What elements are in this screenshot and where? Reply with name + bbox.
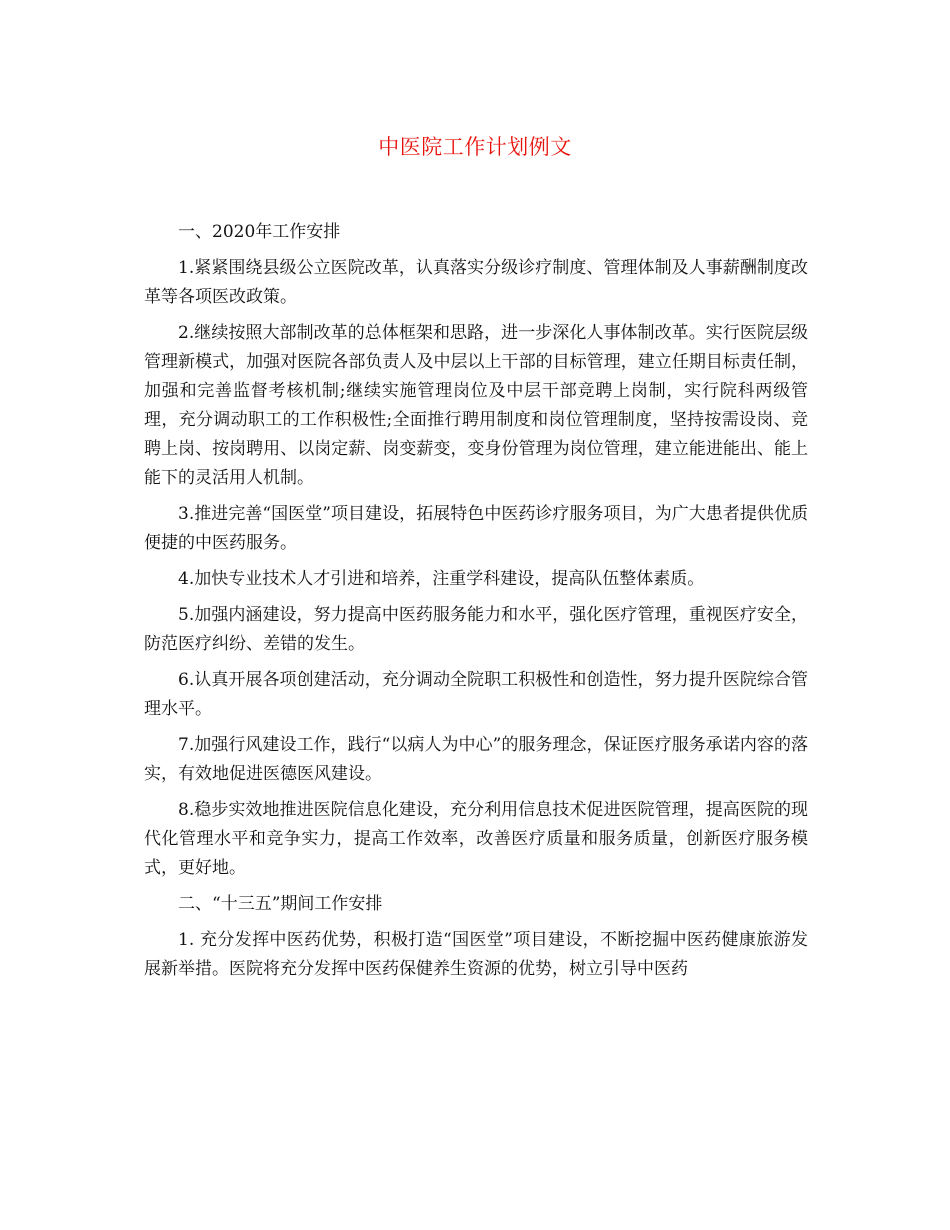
section-heading: 一、2020年工作安排	[178, 222, 341, 242]
section-heading: 二、“十三五”期间工作安排	[178, 894, 383, 914]
paragraph: 1.紧紧围绕县级公立医院改革，认真落实分级诊疗制度、管理体制及人事薪酬制度改革等各项医改政策。	[144, 258, 808, 307]
paragraph: 7.加强行风建设工作，践行“以病人为中心”的服务理念，保证医疗服务承诺内容的落实，有效地促进医德医风建设。	[144, 735, 808, 784]
paragraph: 3.推进完善“国医堂”项目建设，拓展特色中医药诊疗服务项目，为广大患者提供优质便捷的中医药服务。	[144, 504, 808, 553]
paragraph: 8.稳步实效地推进医院信息化建设，充分利用信息技术促进医院管理，提高医院的现代化管理水平和竞争实力，提高工作效率，改善医疗质量和服务质量，创新医疗服务模式，更好地。	[144, 800, 808, 878]
paragraph: 6.认真开展各项创建活动，充分调动全院职工积极性和创造性，努力提升医院综合管理水平。	[144, 670, 808, 719]
paragraph: 1. 充分发挥中医药优势，积极打造“国医堂”项目建设，不断挖掘中医药健康旅游发展新举措。医院将充分发挥中医药保健养生资源的优势，树立引导中医药	[144, 930, 808, 979]
document-title: 中医院工作计划例文	[378, 135, 572, 159]
paragraph: 5.加强内涵建设，努力提高中医药服务能力和水平，强化医疗管理，重视医疗安全，防范医疗纠纷、差错的发生。	[144, 605, 808, 654]
document-body	[144, 218, 808, 991]
paragraph: 4.加快专业技术人才引进和培养，注重学科建设，提高队伍整体素质。	[178, 569, 705, 589]
paragraph: 2.继续按照大部制改革的总体框架和思路，进一步深化人事体制改革。实行医院层级管理新模式，加强对医院各部负责人及中层以上干部的目标管理，建立任期目标责任制，加强和完善监督考核机制;继续实施管理岗位及中层干部竞聘上岗制，实行院科两级管理，充分调动职工的工作积极性;全面推行聘用制度和岗位管理制度，坚持按需设岗、竞聘上岗、按岗聘用、以岗定薪、岗变薪变，变身份管理为岗位管理，建立能进能出、能上能下的灵活用人机制。	[144, 323, 808, 488]
